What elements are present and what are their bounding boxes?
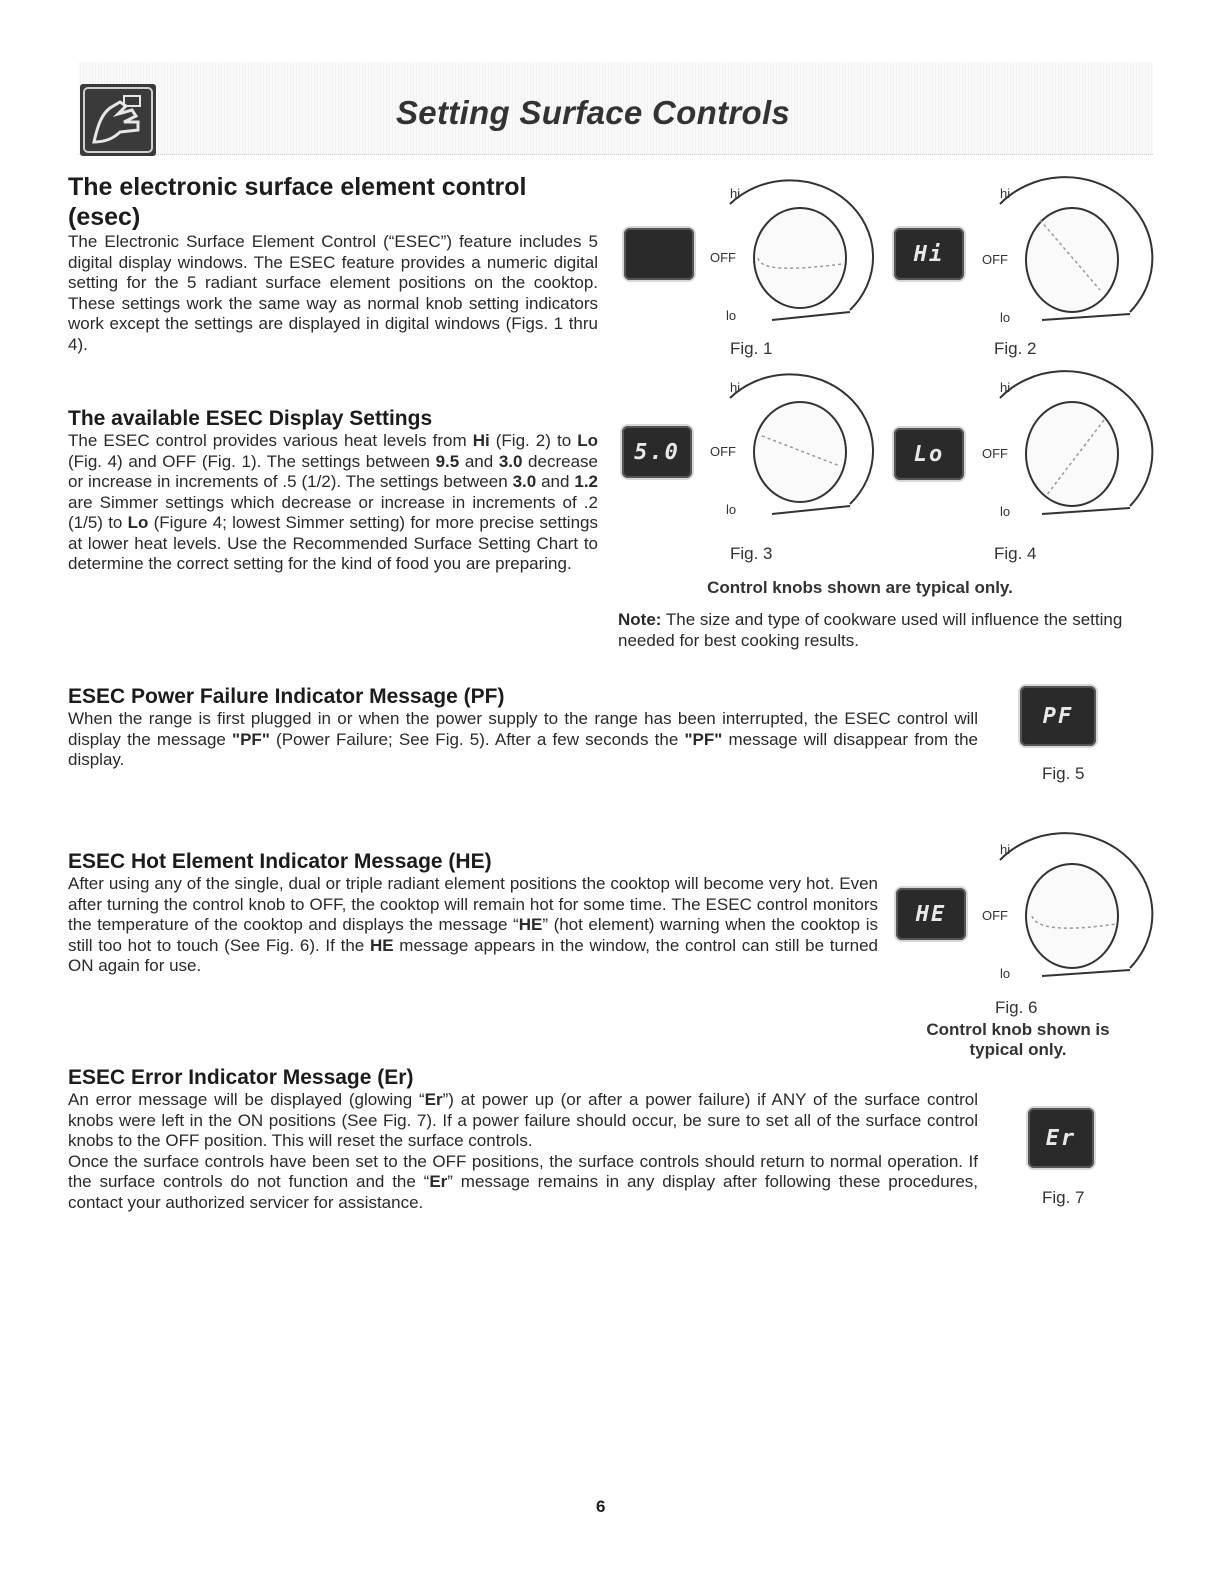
figure-caption: Fig. 2 xyxy=(994,339,1037,358)
svg-text:hi: hi xyxy=(1000,380,1011,395)
knob-note: Control knob shown is typical only. xyxy=(926,1020,1110,1059)
section-title: The electronic surface element control (esec) xyxy=(68,173,527,231)
svg-text:lo: lo xyxy=(726,502,737,517)
svg-text:lo: lo xyxy=(1000,504,1011,519)
section-body: The Electronic Surface Element Control (“ESEC”) feature includes 5 digital display windows. The ESEC feature provides a numeric digital setting for the 5 radiant surface element positions on the cooktop. These settings work the same way as normal knob setting indicators work except the settings are displayed in digital windows (Figs. 1 thru 4). xyxy=(68,232,598,354)
svg-text:lo: lo xyxy=(1000,310,1011,325)
page-number: 6 xyxy=(596,1497,606,1516)
page-title: Setting Surface Controls xyxy=(396,94,791,131)
svg-text:hi: hi xyxy=(730,186,741,201)
svg-text:OFF: OFF xyxy=(982,908,1008,923)
lcd-display-fig5: PF xyxy=(1020,686,1096,746)
svg-text:lo: lo xyxy=(726,308,737,323)
section-title: The available ESEC Display Settings xyxy=(68,407,433,430)
section-body: The ESEC control provides various heat levels from Hi (Fig. 2) to Lo (Fig. 4) and OFF (Fig. 1). The settings between 9.5 and 3.0 decrease or increase in increments of .5 (1/2). The settings between 3.0 and 1.2 are Simmer settings which decrease or increase in increments of .2 (1/5) to Lo (Figure 4; lowest Simmer setting) for more precise settings at lower heat levels. Use the Recommended Surface Setting Chart to determine the correct setting for the kind of food you are preparing. xyxy=(68,431,598,573)
svg-text:hi: hi xyxy=(730,380,741,395)
control-knob-fig3 xyxy=(700,374,870,534)
figure-caption: Fig. 5 xyxy=(1042,764,1085,783)
knob-note: Control knobs shown are typical only. xyxy=(707,578,1013,597)
section-body: After using any of the single, dual or triple radiant element positions the cooktop will become very hot. Even after turning the control knob to OFF, the cooktop will remain hot for some time. The ESEC control monitors the temperature of the cooktop and displays the message “HE” (hot element) warning when the cooktop is still too hot to touch (See Fig. 6). If the HE message appears in the window, the control can still be turned ON again for use. xyxy=(68,874,878,975)
section-body: When the range is first plugged in or when the power supply to the range has been interrupted, the ESEC control will display the message "PF" (Power Failure; See Fig. 5). After a few seconds the "PF" message will disappear from the display. xyxy=(68,709,978,769)
svg-text:OFF: OFF xyxy=(982,252,1008,267)
section-settings xyxy=(68,406,598,575)
lcd-display-fig1 xyxy=(624,228,694,280)
section-title: ESEC Hot Element Indicator Message (HE) xyxy=(68,850,492,873)
control-knob-fig2 xyxy=(970,180,1150,340)
svg-text:hi: hi xyxy=(1000,186,1011,201)
svg-text:hi: hi xyxy=(1000,842,1011,857)
svg-text:lo: lo xyxy=(1000,966,1011,981)
lcd-display-fig7: Er xyxy=(1028,1108,1094,1168)
section-body: Once the surface controls have been set to the OFF positions, the surface controls should return to normal operation. If the surface controls do not function and the “Er” message remains in any display after following these procedures, contact your authorized servicer for assistance. xyxy=(68,1151,978,1212)
lcd-display-fig3: 5.0 xyxy=(622,426,692,478)
control-knob-fig4 xyxy=(970,374,1150,534)
lcd-display-fig2: Hi xyxy=(894,228,964,280)
control-knob-fig1 xyxy=(700,180,870,340)
lcd-display-fig4: Lo xyxy=(894,428,964,480)
svg-text:OFF: OFF xyxy=(710,444,736,459)
figure-caption: Fig. 7 xyxy=(1042,1188,1085,1207)
svg-text:OFF: OFF xyxy=(710,250,736,265)
stovetop-hand-icon xyxy=(80,84,156,156)
control-knob-fig6 xyxy=(970,836,1150,996)
figure-caption: Fig. 4 xyxy=(994,544,1037,563)
svg-text:OFF: OFF xyxy=(982,446,1008,461)
lcd-display-fig6: HE xyxy=(896,888,966,940)
section-esec xyxy=(68,172,598,355)
section-body: An error message will be displayed (glowing “Er”) at power up (or after a power failure) if ANY of the surface control knobs were left in the ON positions (See Fig. 7). If a power failure should occur, be sure to set all of the surface control knobs to the OFF position. This will reset the surface controls. xyxy=(68,1090,979,1150)
figure-caption: Fig. 1 xyxy=(730,339,773,358)
section-title: ESEC Error Indicator Message (Er) xyxy=(68,1066,414,1089)
figure-caption: Fig. 3 xyxy=(730,544,773,563)
section-he xyxy=(68,849,878,977)
section-er xyxy=(68,1065,978,1213)
cookware-note: Note: The size and type of cookware used will influence the setting needed for best cooking results. xyxy=(618,610,1123,650)
section-title: ESEC Power Failure Indicator Message (PF) xyxy=(68,685,505,708)
section-pf xyxy=(68,684,978,771)
figure-caption: Fig. 6 xyxy=(995,998,1038,1017)
